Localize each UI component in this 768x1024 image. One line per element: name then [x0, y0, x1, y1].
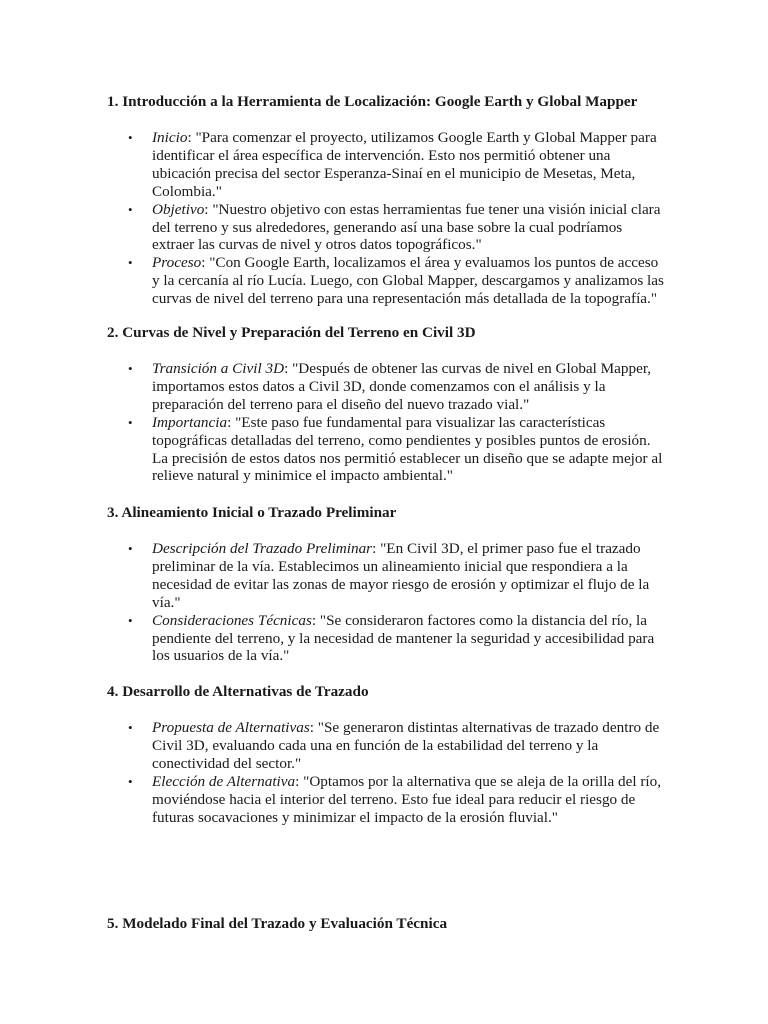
section-heading: 1. Introducción a la Herramienta de Localización: Google Earth y Global Mapper: [107, 93, 638, 110]
section-4: [107, 683, 667, 826]
item-text: : "Optamos por la alternativa que se aleja de la orilla del río, moviéndose hacia el interior del terreno. Esto fue ideal para reducir el riesgo de futuras socavaciones y minimizar el impacto de la erosión fluvial.": [152, 772, 662, 826]
section-2: [107, 324, 667, 485]
item-text: : "Este paso fue fundamental para visualizar las características topográficas detalladas del terreno, como pendientes y posibles puntos de erosión. La precisión de estos datos nos permitió establecer un diseño que se adapte mejor al relieve natural y minimice el impacto ambiental.": [152, 413, 663, 485]
bullet-list: [107, 719, 667, 826]
item-term: Elección de Alternativa: [152, 772, 296, 790]
section-3: [107, 504, 667, 665]
item-term: Proceso: [152, 254, 202, 272]
item-text: : "Para comenzar el proyecto, utilizamos Google Earth y Global Mapper para identificar el área específica de intervención. Esto nos permitió obtener una ubicación precisa del sector Esperanza-Sinaí en el municipio de Mesetas, Meta, Colombia.": [152, 129, 657, 200]
item-term: Inicio: [152, 129, 188, 146]
bullet-list: [107, 360, 667, 485]
item-text: : "Después de obtener las curvas de nivel en Global Mapper, importamos estos datos a Civil 3D, donde comenzamos con el análisis y la preparación del terreno para el diseño del nuevo trazado vial.": [152, 360, 652, 413]
item-term: Consideraciones Técnicas: [152, 611, 312, 629]
list-item: [107, 414, 667, 486]
list-item: [107, 129, 667, 201]
item-term: Transición a Civil 3D: [152, 360, 285, 377]
item-text: : "Con Google Earth, localizamos el área y evaluamos los puntos de acceso y la cercanía al río Lucía. Luego, con Global Mapper, descargamos y analizamos las curvas de nivel del terreno para una representación más detallada de la topografía.": [152, 254, 664, 308]
section-heading: 5. Modelado Final del Trazado y Evaluación Técnica: [107, 915, 448, 932]
bullet-icon: •: [128, 414, 133, 430]
list-item: [107, 254, 667, 308]
bullet-icon: •: [128, 773, 133, 789]
item-term: Descripción del Trazado Preliminar: [152, 540, 373, 557]
bullet-icon: •: [128, 720, 133, 735]
item-text: : "Se generaron distintas alternativas de trazado dentro de Civil 3D, evaluando cada una en función de la estabilidad del terreno y la conectividad del sector.": [152, 719, 660, 772]
list-item: [107, 360, 667, 414]
bullet-icon: •: [128, 361, 133, 376]
item-text: : "Se consideraron factores como la distancia del río, la pendiente del terreno, y la necesidad de mantener la seguridad y accesibilidad para los usuarios de la vía.": [152, 611, 655, 665]
list-item: [107, 773, 667, 827]
section-heading: 2. Curvas de Nivel y Preparación del Terreno en Civil 3D: [107, 324, 476, 341]
bullet-icon: •: [128, 612, 133, 628]
list-item: [107, 719, 667, 773]
item-term: Objetivo: [152, 200, 205, 218]
bullet-icon: •: [128, 201, 133, 217]
section-5: [107, 915, 667, 933]
item-text: : "Nuestro objetivo con estas herramientas fue tener una visión inicial clara del terreno y sus alrededores, generando así una base sobre la cual podríamos extraer las curvas de nivel y otros datos topográficos.": [152, 200, 661, 254]
bullet-list: [107, 540, 667, 665]
list-item: [107, 540, 667, 612]
item-term: Propuesta de Alternativas: [152, 719, 310, 736]
list-item: [107, 612, 667, 666]
section-heading: 4. Desarrollo de Alternativas de Trazado: [107, 683, 369, 700]
bullet-icon: •: [128, 255, 133, 271]
item-term: Importancia: [152, 413, 228, 431]
item-text: : "En Civil 3D, el primer paso fue el trazado preliminar de la vía. Establecimos un alineamiento inicial que respondiera a la necesidad de evitar las zonas de mayor riesgo de erosión y optimizar el flujo de la vía.": [152, 540, 650, 611]
bullet-icon: •: [128, 130, 133, 145]
section-1: [107, 93, 667, 308]
bullet-list: [107, 129, 667, 308]
bullet-icon: •: [128, 541, 133, 556]
section-heading: 3. Alineamiento Inicial o Trazado Preliminar: [107, 504, 397, 521]
list-item: [107, 201, 667, 255]
